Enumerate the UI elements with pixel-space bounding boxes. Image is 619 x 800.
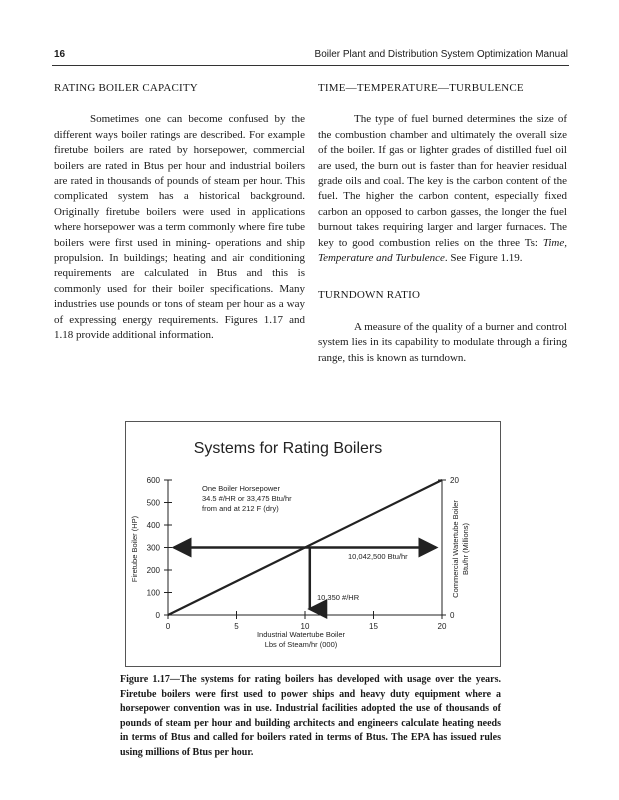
figure-caption: Figure 1.17—The systems for rating boilers has developed with usage over the years. Firetube boilers were first used to power ships and heavy duty equipment where a horsepower convention was in use. Industrial facilities adopted the use of thousands of pounds of steam per hour and building architects and engineers calculate heating needs in terms of Btus and called for boilers rated in terms of Btus. The EPA has issued rules using millions of Btus per hour. — [120, 674, 501, 758]
y-tick-label: 600 — [146, 476, 160, 485]
rating-chart — [126, 422, 500, 666]
annotation-one-hp-2: 34.5 #/HR or 33,475 Btu/hr — [202, 494, 292, 503]
y-axis-label-right-1: Commercial Watertube Boiler — [451, 500, 460, 598]
chart-title: Systems for Rating Boilers — [193, 440, 383, 457]
y-tick-label: 500 — [146, 498, 160, 508]
y-tick-label: 400 — [146, 521, 160, 530]
running-title: Boiler Plant and Distribution System Optimization Manual — [314, 49, 568, 60]
section-heading-ttt: TIME—TEMPERATURE—TURBULENCE — [318, 82, 524, 94]
x-tick-label: 10 — [300, 622, 310, 631]
y-tick-label: 100 — [146, 588, 160, 598]
y-tick-label: 200 — [146, 566, 160, 575]
y-tick-label: 0 — [155, 611, 160, 620]
section-heading-rating: RATING BOILER CAPACITY — [54, 82, 198, 94]
ttt-paragraph-end: . See Figure 1.19. — [444, 252, 523, 265]
x-axis-label-1: Industrial Watertube Boiler — [256, 630, 346, 639]
right-column — [318, 81, 567, 366]
ttt-italic: Time, Temperature and Turbulence — [318, 236, 567, 265]
y-axis-label-left: Firetube Boiler (HP) — [130, 515, 139, 583]
x-tick-label: 5 — [234, 622, 239, 631]
y-axis-label-right-2: Btu/hr (Millions) — [461, 522, 470, 576]
x-tick-label: 15 — [369, 622, 378, 631]
figure-1-17 — [125, 421, 501, 667]
x-axis-label-2: Lbs of Steam/hr (000) — [264, 640, 338, 649]
x-tick-label: 20 — [437, 622, 447, 631]
right-tick-label: 20 — [450, 476, 459, 485]
turndown-paragraph: A measure of the quality of a burner and control system lies in its capability to modulate through a firing range, this is known as turndown. — [318, 320, 567, 364]
annotation-one-hp-1: One Boiler Horsepower — [202, 484, 280, 493]
x-tick-label: 0 — [165, 622, 171, 631]
left-column — [54, 81, 305, 344]
ttt-paragraph-text: The type of fuel burned determines the size of the combustion chamber and ultimately the overall size of the boiler. If gas or lighter grades of distilled fuel oil are used, the burn out is faster than for heavier residual grade oils and coal. The key is the carbon content of the fuel. The higher the carbon content, especially fixed carbon an opposed to carbon gasses, the longer the fuel burnout takes requiring larger and larger furnaces. The key to good combustion relies on the three Ts: — [318, 113, 567, 249]
page-number: 16 — [54, 49, 66, 60]
annotation-btu-value: 10,042,500 Btu/hr — [348, 552, 408, 561]
annotation-lbs-value: 10,350 #/HR — [317, 593, 360, 602]
rating-paragraph: Sometimes one can become confused by the different ways boiler ratings are described. For example firetube boilers are rated by horsepower, commercial boilers are rated in Btus per hour and industrial boilers are rated in thousands of pounds of steam per hour. This complicated system has a historical background. Originally firetube boilers were used in applications where horsepower was a term commonly where fire tube boilers were first used in mining- operations and ship propulsion. In buildings; heating and air conditioning requirements are calculated in Btus and this is commonly used for their boiler specifications. Many industries use pounds or tons of steam per hour as a way of expressing energy requirements. Figures 1.17 and 1.18 provide additional information. — [54, 113, 305, 342]
annotation-one-hp-3: from and at 212 F (dry) — [202, 504, 279, 513]
ttt-paragraph — [318, 112, 567, 266]
section-heading-turndown: TURNDOWN RATIO — [318, 289, 421, 302]
header-rule — [52, 65, 569, 66]
right-tick-label: 0 — [450, 611, 455, 620]
y-tick-label: 300 — [146, 543, 160, 553]
